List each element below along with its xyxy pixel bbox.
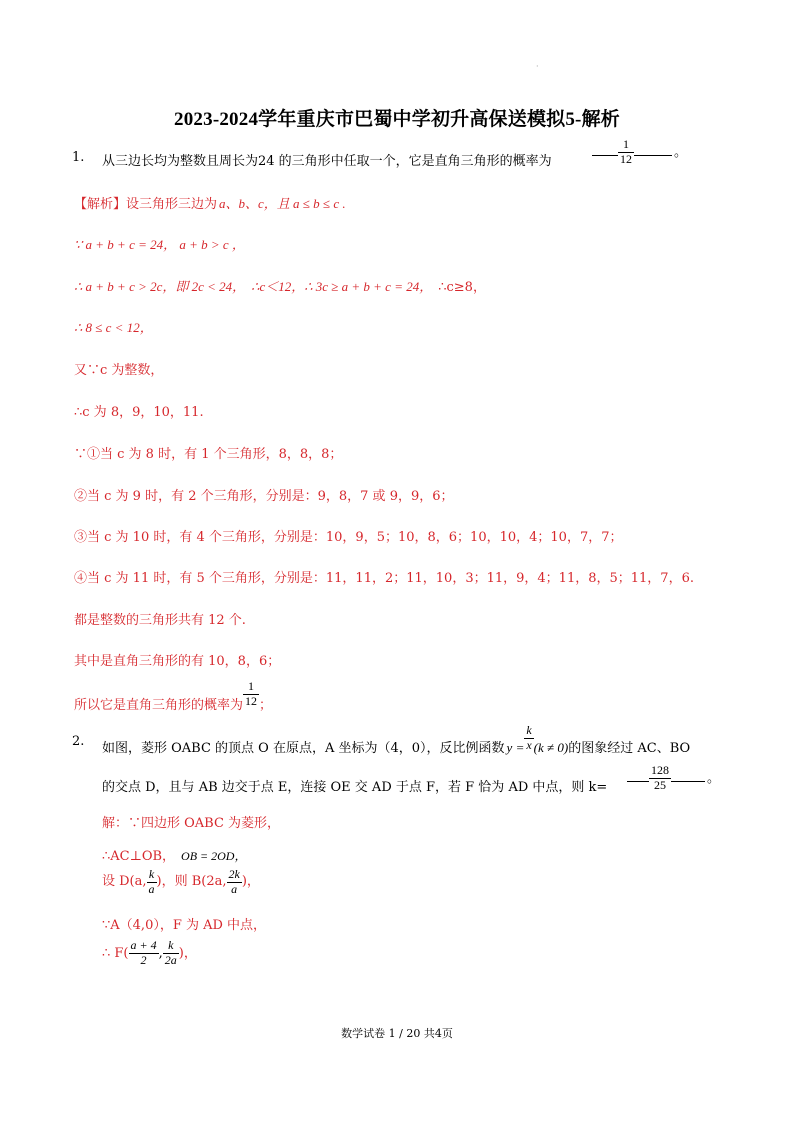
q2-tail: 。 [707,770,721,786]
q2-answer-fraction [649,764,671,793]
q1-solution-line-10: ④当 c 为 11 时，有 5 个三角形，分别是：11，11，2；11，10，3；11，9，4；11，8，5；11，7，6. [74,571,694,586]
q2-solution-line-2: ∴AC⊥OB， OB = 2OD， [102,849,247,864]
q2-text-line-1: 如图，菱形 OABC 的顶点 O 在原点，A 坐标为（4，0），反比例函数 y = $\frac{k}{x}$ (k ≠ 0)的图象经过 AC、BO [102,723,691,756]
q2-solution-line-4: ∵A（4,0），F 为 AD 中点， [102,918,267,933]
q2-number: 2. [72,734,85,749]
q1-solution-line-1: 【解析】设三角形三边为 a、b、c，且 a ≤ b ≤ c . [74,196,346,212]
q2-solution-line-5: ∴ F( $\frac{a + 4}{2}$ , $\frac{k}{2a}$ )， [102,938,197,967]
q2-answer-numerator: 128 [651,763,669,777]
q2-solution-line-1: 解：∵四边形 OABC 为菱形， [102,816,281,831]
page-title: 2023-2024学年重庆市巴蜀中学初升高保送模拟5-解析 [174,109,620,130]
q1-tail: 。 [674,144,688,160]
solution-tag: 【解析】 [74,197,127,212]
q2-k-over-x-fraction: $\frac{k}{x}$ [526,723,532,752]
q1-answer-denominator: 12 [620,151,632,166]
q1-result-fraction: $\frac{1}{12}$ [245,679,258,708]
page-footer: 数学试卷 1 / 20 共4页 [341,1027,453,1040]
q1-solution-line-7: ∵①当 c 为 8 时，有 1 个三角形，8，8，8； [74,447,343,462]
q1-solution-line-5: 又∵c 为整数， [74,363,164,378]
q1-solution-line-6: ∴c 为 8，9，10，11. [74,405,204,420]
q2-text-line-2: 的交点 D，且与 AB 边交于点 E，连接 OE 交 AD 于点 F，若 F 恰为 AD 中点，则 k= [102,780,608,795]
q2-solution-line-3: 设 D(a, $\frac{k}{a}$ )，则 B(2a, $\frac{2k}{a}$ )， [102,867,260,896]
q1-solution-line-3: ∴ a + b + c > 2c，即 2c < 24， ∴c＜12，∴ 3c ≥ a + b + c = 24， ∴c≥8， [74,279,486,295]
q1-solution-line-9: ③当 c 为 10 时，有 4 个三角形，分别是：10，9，5；10，8，6；10，10，4；10，7，7； [74,530,623,545]
q1-answer-numerator: 1 [623,137,629,151]
q1-solution-line-8: ②当 c 为 9 时，有 2 个三角形，分别是：9，8，7 或 9，9，6； [74,489,454,504]
q2-answer-blank [627,764,720,793]
q1-text: 从三边长均为整数且周长为24 的三角形中任取一个，它是直角三角形的概率为 [102,154,552,169]
header-dot: · [536,62,539,71]
q1-solution-line-2: ∵ a + b + c = 24， a + b > c ， [74,237,245,252]
q1-solution-line-12: 其中是直角三角形的有 10，8，6； [74,654,281,669]
q2-answer-denominator: 25 [649,778,671,793]
q1-solution-line-11: 都是整数的三角形共有 12 个. [74,613,246,628]
q1-answer-blank [592,138,687,167]
q1-answer-fraction [618,138,634,167]
q1-number: 1. [72,150,85,165]
q1-solution-line-4: ∴ 8 ≤ c < 12， [74,320,153,335]
q1-solution-line-13: 所以它是直角三角形的概率为 $\frac{1}{12}$ ； [74,679,273,713]
